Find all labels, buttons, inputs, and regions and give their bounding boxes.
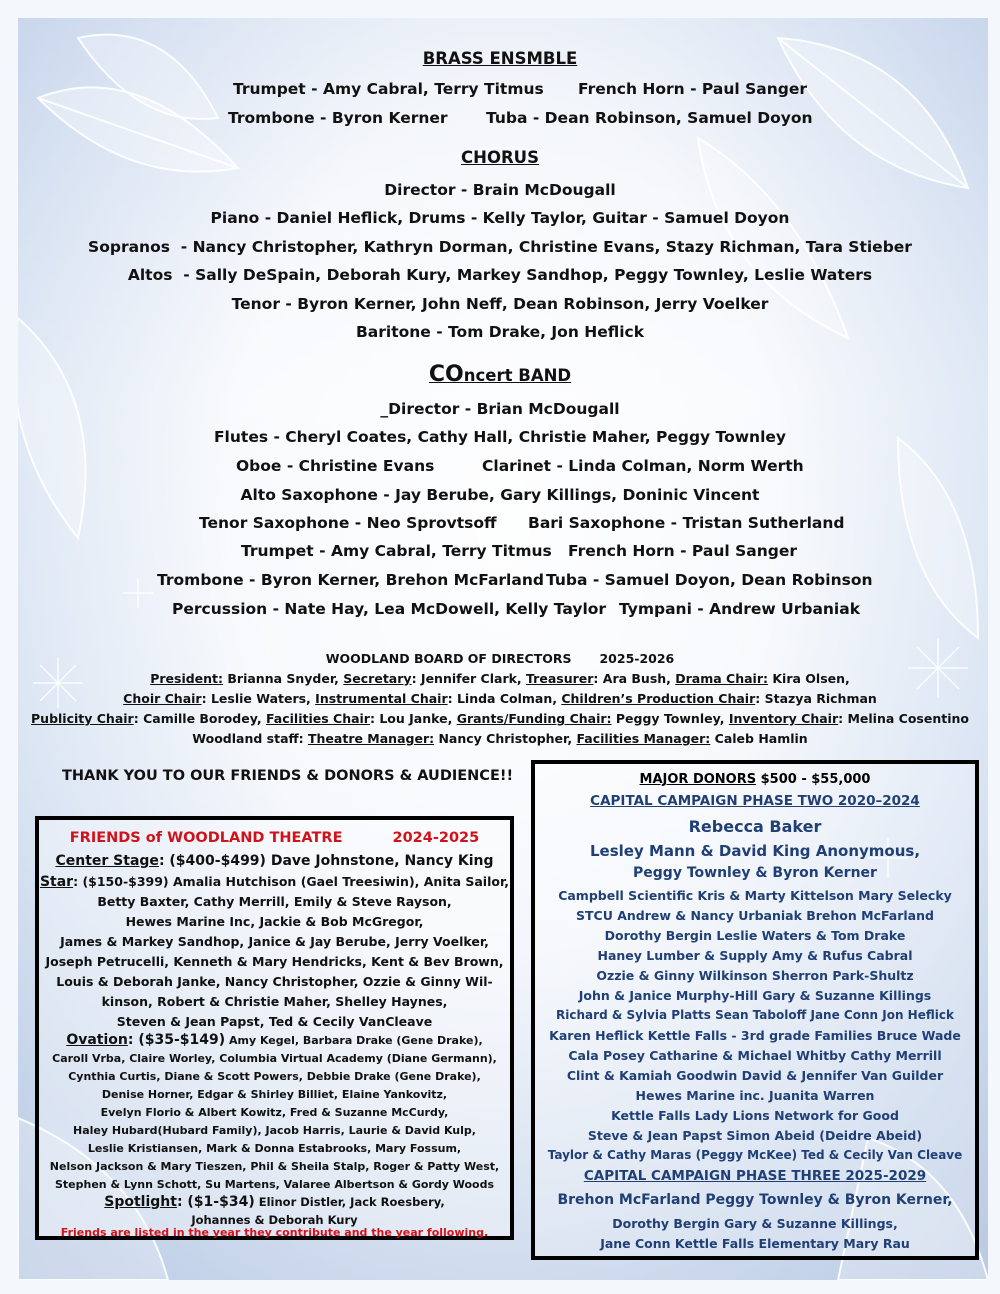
theatre-mgr-label: Theatre Manager: bbox=[308, 731, 435, 746]
choir-name: : Leslie Waters, bbox=[201, 691, 316, 706]
band-heading bbox=[0, 362, 1000, 387]
board-line-3 bbox=[0, 711, 1000, 726]
ovation-line: Amy Kegel, Barbara Drake (Gene Drake), bbox=[225, 1034, 483, 1047]
donor-line: Hewes Marine inc. Juanita Warren bbox=[635, 1088, 875, 1103]
president-label: President: bbox=[150, 671, 224, 686]
band-trombone: Trombone - Byron Kerner, Brehon McFarland bbox=[157, 571, 544, 589]
ovation-line: Cynthia Curtis, Diane & Scott Powers, Debbie Drake (Gene Drake), bbox=[68, 1070, 481, 1083]
board-title-text: WOODLAND BOARD OF DIRECTORS bbox=[325, 651, 572, 666]
publicity-name: : Camille Borodey, bbox=[133, 711, 266, 726]
donor-top: Rebecca Baker bbox=[688, 817, 822, 836]
chorus-line: Director - Brain McDougall bbox=[384, 181, 616, 199]
facilities-name: : Lou Janke, bbox=[369, 711, 457, 726]
facilities-mgr-name: Caleb Hamlin bbox=[710, 731, 808, 746]
board-line-2 bbox=[0, 691, 1000, 706]
ovation-line: Stephen & Lynn Schott, Su Martens, Valaree Albertson & Gordy Woods bbox=[54, 1178, 494, 1191]
ovation-row bbox=[39, 1032, 510, 1048]
donor-line: Kettle Falls Lady Lions Network for Good bbox=[611, 1108, 899, 1123]
treasurer-name: : Ara Bush, bbox=[593, 671, 676, 686]
band-tenor-sax: Tenor Saxophone - Neo Sprovtsoff bbox=[199, 514, 497, 532]
brass-trombone: Trombone - Byron Kerner bbox=[228, 109, 448, 127]
donor-line: Clint & Kamiah Goodwin David & Jennifer Van Guilder bbox=[566, 1068, 944, 1083]
donor-line: Haney Lumber & Supply Amy & Rufus Cabral bbox=[597, 948, 913, 963]
theatre-mgr-name: Nancy Christopher, bbox=[434, 731, 577, 746]
band-alto-sax: Alto Saxophone - Jay Berube, Gary Killings, Doninic Vincent bbox=[240, 486, 760, 504]
star-line: kinson, Robert & Christie Maher, Shelley Haynes, bbox=[101, 994, 448, 1009]
band-percussion: Percussion - Nate Hay, Lea McDowell, Kelly Taylor bbox=[172, 600, 607, 618]
donor-large-line: Peggy Townley & Byron Kerner bbox=[633, 865, 877, 881]
board-line-1 bbox=[0, 671, 1000, 686]
donor-line: Steve & Jean Papst Simon Abeid (Deidre Abeid) bbox=[587, 1128, 923, 1143]
inventory-name: : Melina Cosentino bbox=[838, 711, 969, 726]
donor-line: Richard & Sylvia Platts Sean Taboloff Jane Conn Jon Heflick bbox=[556, 1008, 954, 1022]
chorus-line: Sopranos - Nancy Christopher, Kathryn Dorman, Christine Evans, Stazy Richman, Tara Stieber bbox=[88, 238, 912, 256]
secretary-label: Secretary bbox=[343, 671, 412, 686]
phase-three-large-line: Brehon McFarland Peggy Townley & Byron Kerner, bbox=[557, 1192, 953, 1208]
ovation-line: Denise Horner, Edgar & Shirley Billiet, Elaine Yankovitz, bbox=[101, 1088, 448, 1101]
ovation-label: Ovation bbox=[66, 1032, 128, 1048]
phase-three-line: Dorothy Bergin Gary & Suzanne Killings, bbox=[612, 1216, 898, 1231]
band-bari-sax: Bari Saxophone - Tristan Sutherland bbox=[528, 514, 845, 532]
brass-french-horn: French Horn - Paul Sanger bbox=[578, 80, 807, 98]
spotlight-range: : ($1-$34) bbox=[176, 1194, 255, 1210]
phase-three-line: Jane Conn Kettle Falls Elementary Mary Rau bbox=[600, 1236, 910, 1251]
donor-line: Karen Heflick Kettle Falls - 3rd grade Families Bruce Wade bbox=[549, 1028, 961, 1043]
chorus-heading: CHORUS bbox=[461, 148, 539, 167]
drama-label: Drama Chair: bbox=[675, 671, 769, 686]
donor-line: Ozzie & Ginny Wilkinson Sherron Park-Shultz bbox=[596, 968, 914, 983]
band-heading-rest: ncert BAND bbox=[463, 366, 572, 385]
brass-trumpet: Trumpet - Amy Cabral, Terry Titmus bbox=[233, 80, 544, 98]
choir-label: Choir Chair bbox=[123, 691, 202, 706]
grants-label: Grants/Funding Chair: bbox=[456, 711, 612, 726]
publicity-label: Publicity Chair bbox=[31, 711, 134, 726]
friends-footer: Friends are listed in the year they contribute and the year following. bbox=[60, 1226, 489, 1239]
treasurer-label: Treasurer bbox=[526, 671, 594, 686]
instrumental-label: Instrumental Chair bbox=[315, 691, 448, 706]
friends-box bbox=[35, 816, 514, 1240]
band-flutes: Flutes - Cheryl Coates, Cathy Hall, Christie Maher, Peggy Townley bbox=[213, 428, 787, 446]
facilities-label: Facilities Chair bbox=[265, 711, 370, 726]
donors-title: MAJOR DONORS bbox=[639, 772, 757, 787]
president-name: Brianna Snyder, bbox=[223, 671, 344, 686]
center-stage-text: : ($400-$499) Dave Johnstone, Nancy King bbox=[158, 853, 494, 869]
band-director: _Director - Brian McDougall bbox=[380, 400, 620, 418]
band-heading-co: CO bbox=[428, 362, 464, 387]
donors-range: $500 - $55,000 bbox=[756, 772, 871, 787]
spotlight-row bbox=[39, 1194, 510, 1210]
instrumental-name: : Linda Colman, bbox=[447, 691, 562, 706]
spotlight-line: Elinor Distler, Jack Roesbery, bbox=[254, 1195, 445, 1209]
thank-you-banner: THANK YOU TO OUR FRIENDS & DONORS & AUDIENCE!! bbox=[62, 768, 514, 784]
star-line: Steven & Jean Papst, Ted & Cecily VanCleave bbox=[116, 1014, 433, 1029]
chorus-line: Altos - Sally DeSpain, Deborah Kury, Markey Sandhop, Peggy Townley, Leslie Waters bbox=[127, 266, 873, 284]
friends-years: 2024-2025 bbox=[392, 830, 480, 846]
donor-line: STCU Andrew & Nancy Urbaniak Brehon McFarland bbox=[576, 908, 934, 923]
donor-line: Campbell Scientific Kris & Marty Kittelson Mary Selecky bbox=[558, 888, 952, 903]
star-label: Star bbox=[39, 874, 74, 890]
donor-line: Taylor & Cathy Maras (Peggy McKee) Ted & Cecily Van Cleave bbox=[547, 1148, 963, 1162]
spotlight-label: Spotlight bbox=[104, 1194, 177, 1210]
board-line-4 bbox=[0, 731, 1000, 746]
brass-heading: BRASS ENSMBLE bbox=[422, 49, 578, 68]
spotlight-line: Johannes & Deborah Kury bbox=[191, 1213, 358, 1227]
facilities-mgr-label: Facilities Manager: bbox=[576, 731, 711, 746]
grants-name: Peggy Townley, bbox=[611, 711, 729, 726]
star-row bbox=[39, 874, 510, 890]
childrens-name: : Stazya Richman bbox=[755, 691, 877, 706]
donor-line: John & Janice Murphy-Hill Gary & Suzanne Killings bbox=[578, 988, 932, 1003]
ovation-line: Evelyn Florio & Albert Kowitz, Fred & Suzanne McCurdy, bbox=[100, 1106, 449, 1119]
band-clarinet: Clarinet - Linda Colman, Norm Werth bbox=[482, 457, 804, 475]
ovation-range: : ($35-$149) bbox=[127, 1032, 226, 1048]
ovation-line: Leslie Kristiansen, Mark & Donna Estabrooks, Mary Fossum, bbox=[87, 1142, 462, 1155]
inventory-label: Inventory Chair bbox=[728, 711, 839, 726]
star-line: Joseph Petrucelli, Kenneth & Mary Hendricks, Kent & Bev Brown, bbox=[45, 954, 504, 969]
ovation-line: Haley Hubard(Hubard Family), Jacob Harris, Laurie & David Kulp, bbox=[73, 1124, 476, 1137]
donor-line: Dorothy Bergin Leslie Waters & Tom Drake bbox=[604, 928, 906, 943]
ovation-line: Nelson Jackson & Mary Tieszen, Phil & Sheila Stalp, Roger & Patty West, bbox=[49, 1160, 500, 1173]
band-tuba: Tuba - Samuel Doyon, Dean Robinson bbox=[546, 571, 873, 589]
board-title bbox=[0, 651, 1000, 666]
childrens-label: Children’s Production Chair bbox=[561, 691, 756, 706]
donors-title-row bbox=[535, 772, 975, 787]
phase-three-heading: CAPITAL CAMPAIGN PHASE THREE 2025-2029 bbox=[583, 1168, 927, 1184]
band-tympani: Tympani - Andrew Urbaniak bbox=[619, 600, 861, 618]
star-line: : ($150-$399) Amalia Hutchison (Gael Treesiwin), Anita Sailor, bbox=[73, 874, 510, 889]
secretary-name: : Jennifer Clark, bbox=[411, 671, 527, 686]
chorus-line: Baritone - Tom Drake, Jon Heflick bbox=[355, 323, 645, 341]
star-line: Louis & Deborah Janke, Nancy Christopher, Ozzie & Ginny Wil- bbox=[56, 974, 493, 989]
brass-tuba: Tuba - Dean Robinson, Samuel Doyon bbox=[486, 109, 813, 127]
donor-large-line: Lesley Mann & David King Anonymous, bbox=[589, 842, 921, 860]
band-oboe: Oboe - Christine Evans bbox=[236, 457, 435, 475]
center-stage-row bbox=[39, 853, 510, 869]
donor-line: Cala Posey Catharine & Michael Whitby Cathy Merrill bbox=[568, 1048, 942, 1063]
chorus-line: Piano - Daniel Heflick, Drums - Kelly Taylor, Guitar - Samuel Doyon bbox=[210, 209, 790, 227]
phase-two-heading: CAPITAL CAMPAIGN PHASE TWO 2020–2024 bbox=[590, 793, 920, 809]
board-years: 2025-2026 bbox=[599, 651, 675, 666]
friends-title-row bbox=[39, 830, 510, 846]
ovation-line: Caroll Vrba, Claire Worley, Columbia Virtual Academy (Diane Germann), bbox=[52, 1052, 497, 1065]
band-trumpet: Trumpet - Amy Cabral, Terry Titmus bbox=[241, 542, 552, 560]
star-line: Hewes Marine Inc, Jackie & Bob McGregor, bbox=[125, 914, 424, 929]
star-line: Betty Baxter, Cathy Merrill, Emily & Steve Rayson, bbox=[97, 894, 452, 909]
star-line: James & Markey Sandhop, Janice & Jay Berube, Jerry Voelker, bbox=[60, 934, 489, 949]
major-donors-box bbox=[531, 760, 979, 1260]
staff-prefix: Woodland staff: bbox=[192, 731, 308, 746]
chorus-line: Tenor - Byron Kerner, John Neff, Dean Robinson, Jerry Voelker bbox=[231, 295, 769, 313]
band-french-horn: French Horn - Paul Sanger bbox=[568, 542, 797, 560]
drama-name: Kira Olsen, bbox=[768, 671, 850, 686]
center-stage-label: Center Stage bbox=[55, 853, 159, 869]
friends-title: FRIENDS of WOODLAND THEATRE bbox=[69, 830, 343, 846]
